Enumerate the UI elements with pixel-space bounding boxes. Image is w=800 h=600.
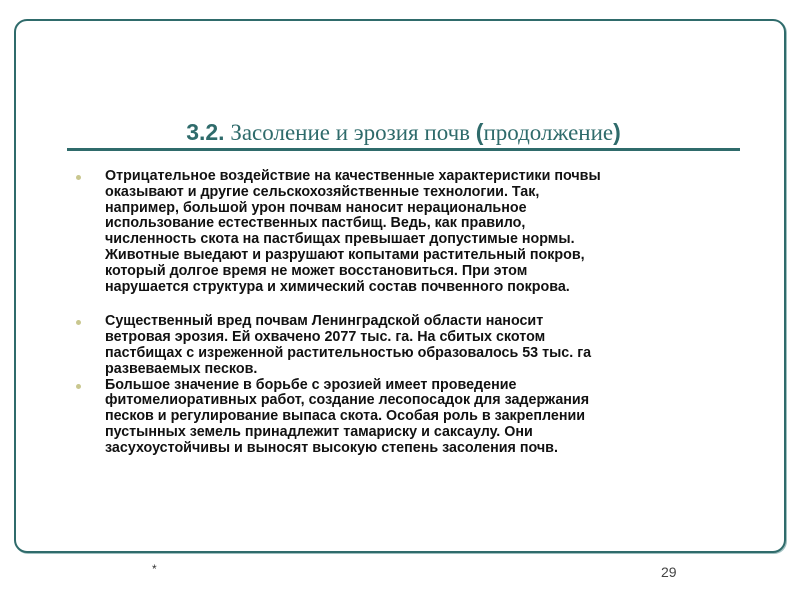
bullet-item [76,314,756,377]
bullet-line: Большое значение в борьбе с эрозией имеет проведение [105,376,517,393]
bullet-line: использование естественных пастбищ. Ведь, как правило, [105,215,526,232]
title-underline [67,148,740,151]
title-number: 3.2. [186,119,225,145]
bullet-dot-icon [76,384,81,389]
bullet-line: пустынных земель принадлежит тамариску и саксаулу. Они [105,423,533,440]
title-text: Засоление и эрозия почв [224,120,476,145]
slide-title [67,116,740,148]
bullet-line: оказывают и другие сельскохозяйственные технологии. Так, [105,183,540,200]
bullet-line: фитомелиоративных работ, создание лесопосадок для задержания [105,392,590,409]
title-paren-close: ) [613,119,621,145]
bullet-line: численность скота на пастбищах превышает допустимые нормы. [105,231,575,248]
bullet-line: ветровая эрозия. Ей охвачено 2077 тыс. га. На сбитых скотом [105,329,546,346]
bullet-list [76,169,756,457]
bullet-item [76,169,756,295]
page-number: 29 [661,564,677,580]
title-paren-open: ( [475,119,484,145]
bullet-dot-icon [76,175,81,180]
bullet-line: развеваемых песков. [105,360,258,377]
bullet-dot-icon [76,320,81,325]
bullet-line: Существенный вред почвам Ленинградской области наносит [105,313,544,330]
bullet-line: засухоустойчивы и выносят высокую степень засоления почв. [105,439,558,456]
bullet-line: например, большой урон почвам наносит нерациональное [105,199,527,216]
bullet-line: который долгое время не может восстановиться. При этом [105,262,528,279]
bullet-line: Животные выедают и разрушают копытами растительный покров, [105,246,585,263]
bullet-item [76,378,756,457]
bullet-line: пастбищах с изреженной растительностью образовалось 53 тыс. га [105,344,592,361]
title-paren-text: продолжение [483,120,614,145]
bullet-line: песков и регулирование выпаса скота. Особая роль в закреплении [105,408,586,425]
bullet-line: нарушается структура и химический состав почвенного покрова. [105,278,570,295]
bullet-line: Отрицательное воздействие на качественные характеристики почвы [105,168,601,184]
footer-asterisk: * [152,562,157,576]
